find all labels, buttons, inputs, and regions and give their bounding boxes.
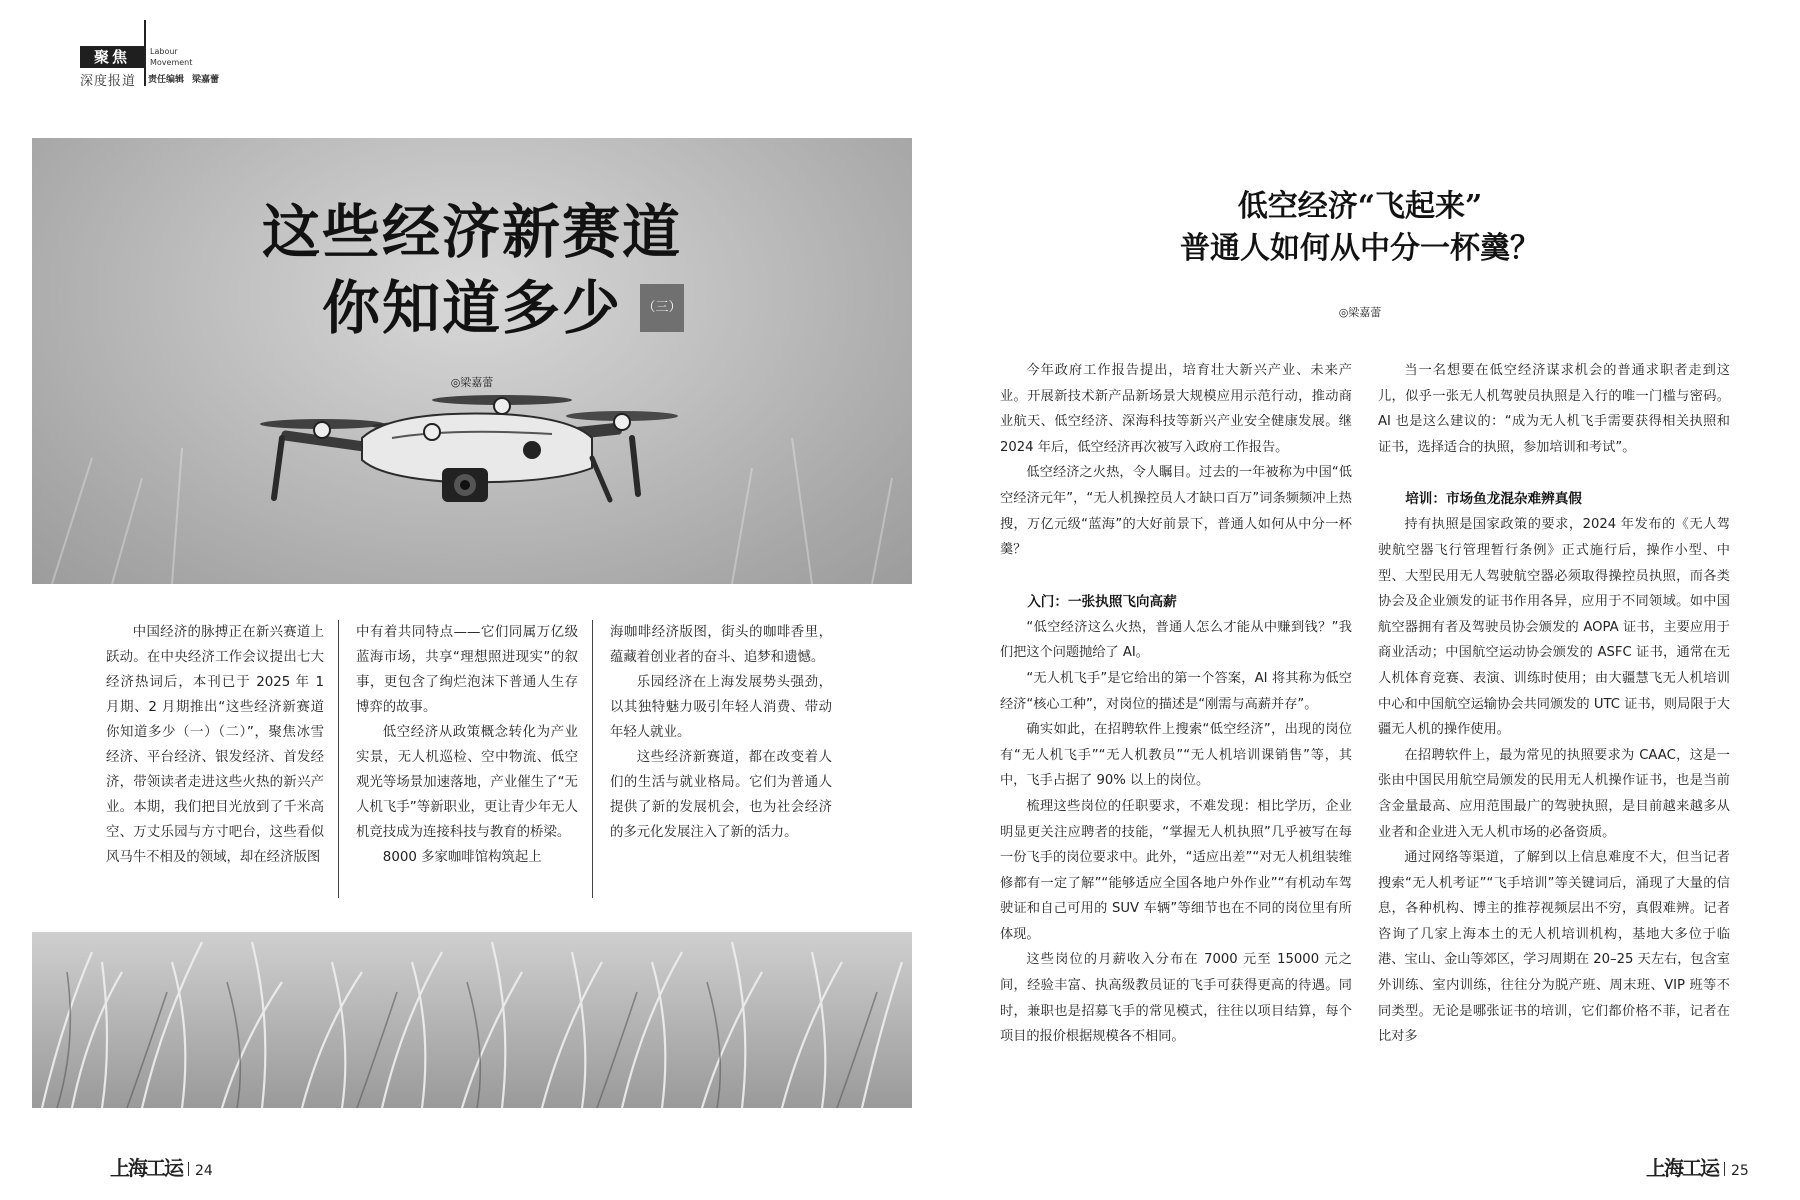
intro-column-2: 中有着共同特点——它们同属万亿级蓝海市场，共享“理想照进现实”的叙事，更包含了绚烂泡沫下普通人生存博弈的故事。 低空经济从政策概念转化为产业实景，无人机巡检、空中物流、低空观光等场景加速落地，产业催生了“无人机飞手”等新职业，更让青少年无人机竞技成为连接科技与教育的桥梁。 8000 多家咖啡馆构筑起上 (356, 625, 578, 865)
section-heading: 培训：市场鱼龙混杂难辨真假 (1405, 491, 1582, 508)
column-rule (592, 620, 593, 898)
intro-column-1: 中国经济的脉搏正在新兴赛道上跃动。在中央经济工作会议提出七大经济热词后，本刊已于 2025 年 1 月期、2 月期推出“这些经济新赛道你知道多少（一）（二）”，聚焦冰雪经济、平台经济、银发经济、首发经济，带领读者走进这些火热的新兴产业。本期，我们把目光放到了千米高空、万丈乐园与方寸吧台，这些看似风马牛不相及的领域，却在经济版图 (106, 625, 324, 865)
hero-author: ◎梁嘉蕾 (450, 376, 494, 389)
article-column-1: 今年政府工作报告提出，培育壮大新兴产业、未来产业。开展新技术新产品新场景大规模应用示范行动，推动商业航天、低空经济、深海科技等新兴产业安全健康发展。继 2024 年后，低空经济再次被写入政府工作报告。 低空经济之火热，令人瞩目。过去的一年被称为中国“低空经济元年”，“无人机操控员人才缺口百万”词条频频冲上热搜，万亿元级“蓝海”的大好前景下，普通人如何从中分一杯羹？ 入门：一张执照飞向高薪 “低空经济这么火热，普通人怎么才能从中赚到钱？”我们把这个问题抛给了 AI。 “无人机飞手”是它给出的第一个答案，AI 将其称为低空经济“核心工种”，对岗位的描述是“刚需与高薪并存”。 确实如此，在招聘软件上搜索“低空经济”，出现的岗位有“无人机飞手”“无人机教员”“无人机培训课销售”等，其中，飞手占据了 90% 以上的岗位。 梳理这些岗位的任职要求，不难发现：相比学历，企业明显更关注应聘者的技能，“掌握无人机执照”几乎被写在每一份飞手的岗位要求中。此外，“适应出差”“对无人机组装维修都有一定了解”“能够适应全国各地户外作业”“有机动车驾驶证和自己可用的 SUV 车辆”等细节也在不同的岗位里有所体现。 这些岗位的月薪收入分布在 7000 元至 15000 元之间，经验丰富、执高级教员证的飞手可获得更高的待遇。同时，兼职也是招募飞手的常见模式，往往以项目结算，每个项目的报价根据规模各不相同。 (1000, 363, 1352, 1045)
series-tag: （三） (640, 284, 684, 332)
hero-title: 这些经济新赛道 你知道多少 (261, 198, 682, 342)
page-number: 25 (1731, 1163, 1749, 1179)
page-number: 24 (195, 1163, 213, 1179)
page-footer-right (1646, 1152, 1749, 1181)
magazine-logo: 上海工运 (110, 1156, 182, 1180)
intro-column-3: 海咖啡经济版图，街头的咖啡香里，蕴藏着创业者的奋斗、追梦和遗憾。 乐园经济在上海发展势头强劲，以其独特魅力吸引年轻人消费、带动年轻人就业。 这些经济新赛道，都在改变着人们的生活与就业格局。它们为普通人提供了新的发展机会，也为社会经济的多元化发展注入了新的活力。 (610, 625, 832, 840)
section-heading: 入门：一张执照飞向高薪 (1027, 593, 1177, 610)
grass-photo (32, 932, 912, 1108)
column-rule (338, 620, 339, 898)
article-title: 低空经济“飞起来” 普通人如何从中分一杯羹？ (1180, 189, 1540, 266)
section-badge: 聚焦 (80, 46, 144, 68)
editor-credit: 责任编辑 梁嘉蕾 (148, 75, 220, 85)
article-author: ◎梁嘉蕾 (1338, 306, 1382, 319)
article-column-2: 当一名想要在低空经济谋求机会的普通求职者走到这儿，似乎一张无人机驾驶员执照是入行的唯一门槛与密码。AI 也是这么建议的：“成为无人机飞手需要获得相关执照和证书，选择适合的执照，参加培训和考试”。 培训：市场鱼龙混杂难辨真假 持有执照是国家政策的要求，2024 年发布的《无人驾驶航空器飞行管理暂行条例》正式施行后，操作小型、中型、大型民用无人驾驶航空器必须取得操控员执照，而各类协会及企业颁发的证书作用各异，应用于不同领域。如中国航空器拥有者及驾驶员协会颁发的 AOPA 证书，主要应用于商业活动；中国航空运动协会颁发的 ASFC 证书，通常在无人机体育竞赛、表演、训练时使用；由大疆慧飞无人机培训中心和中国航空运输协会共同颁发的 UTC 证书，则局限于大疆无人机的操作使用。 在招聘软件上，最为常见的执照要求为 CAAC，这是一张由中国民用航空局颁发的民用无人机操作证书，也是当前含金量最高、应用范围最广的驾驶执照，是目前越来越多从业者和企业进入无人机市场的必备资质。 通过网络等渠道，了解到以上信息难度不大，但当记者搜索“无人机考证”“飞手培训”等关键词后，涌现了大量的信息，各种机构、博主的推荐视频层出不穷，真假难辨。记者咨询了几家上海本土的无人机培训机构，基地大多位于临港、宝山、金山等郊区，学习周期在 20–25 天左右，包含室外训练、室内训练，往往分为脱产班、周末班、VIP 班等不同类型。无论是哪张证书的培训，它们都价格不菲，记者在比对多 (1378, 363, 1730, 1045)
page-footer-left (110, 1152, 213, 1181)
header-divider (144, 20, 146, 86)
magazine-logo: 上海工运 (1646, 1156, 1718, 1180)
header-english: Labour Movement (150, 47, 193, 67)
hero-image (32, 138, 912, 584)
section-subtitle: 深度报道 (80, 74, 137, 89)
